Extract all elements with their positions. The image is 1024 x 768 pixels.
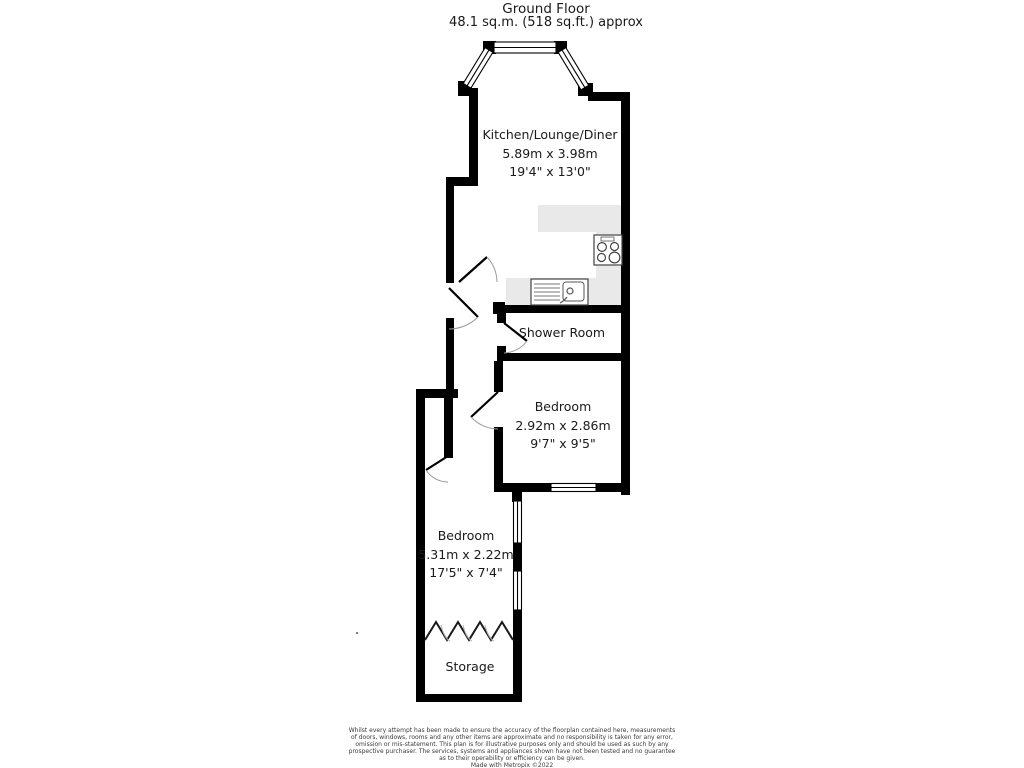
- disclaimer: [347, 727, 677, 768]
- hob-icon: [594, 235, 622, 265]
- door-swing-arc: [487, 257, 497, 282]
- room-label-kitchen: [482, 126, 617, 182]
- door-swing-arc: [426, 470, 448, 482]
- bay-window-top-icon: [494, 42, 556, 53]
- hall-door-leaf: [449, 288, 478, 317]
- room-name: Bedroom: [437, 528, 495, 543]
- room-name: Bedroom: [534, 399, 592, 414]
- bifold-doors-icon: [425, 622, 513, 641]
- room-label-storage: Storage: [445, 659, 495, 674]
- bedroom2-window-lower-icon: [514, 571, 522, 610]
- bedroom2-door-leaf: [426, 456, 448, 470]
- disclaimer-line: Whilst every attempt has been made to ensure the accuracy of the floorplan contained here, measurements: [348, 727, 676, 734]
- room-dims-imperial: 19'4" x 13'0": [509, 164, 591, 179]
- bedroom1-window-icon: [551, 484, 596, 492]
- bay-window-right-icon: [558, 48, 589, 90]
- bedroom1-door-leaf: [471, 392, 498, 417]
- room-dims-metric: 5.31m x 2.22m: [418, 546, 514, 562]
- door-swing-arc: [504, 341, 527, 353]
- page-title: Ground Floor: [502, 1, 590, 17]
- room-dims-imperial: 9'7" x 9'5": [530, 436, 596, 451]
- page-area-subtitle: 48.1 sq.m. (518 sq.ft.) approx: [449, 15, 643, 30]
- disclaimer-line: of doors, windows, rooms and any other items are approximate and no responsibility is taken for any error,: [351, 734, 673, 741]
- bedroom2-window-upper-icon: [514, 501, 522, 543]
- disclaimer-line: omission or mis-statement. This plan is for illustrative purposes only and should be used as such by any: [355, 741, 669, 748]
- room-label-bedroom-1: [515, 398, 610, 454]
- disclaimer-line: prospective purchaser. The services, systems and appliances shown have not been tested and no guarantee: [348, 748, 676, 755]
- room-name: Kitchen/Lounge/Diner: [482, 127, 618, 142]
- bay-window-left-icon: [463, 48, 493, 89]
- disclaimer-line: as to their operability or efficiency can be given.: [439, 755, 585, 762]
- stray-dot: [356, 632, 358, 634]
- room-dims-metric: 5.89m x 3.98m: [502, 145, 598, 161]
- metropix-credit: Made with Metropix ©2022: [470, 762, 554, 768]
- room-label-shower-room: Shower Room: [518, 325, 606, 340]
- door-swing-arc: [471, 417, 498, 429]
- room-dims-imperial: 17'5" x 7'4": [429, 565, 503, 580]
- sink-icon: [531, 279, 588, 305]
- room-label-bedroom-2: [418, 527, 513, 583]
- room-dims-metric: 2.92m x 2.86m: [515, 417, 611, 433]
- kitchen-door-leaf: [459, 257, 487, 282]
